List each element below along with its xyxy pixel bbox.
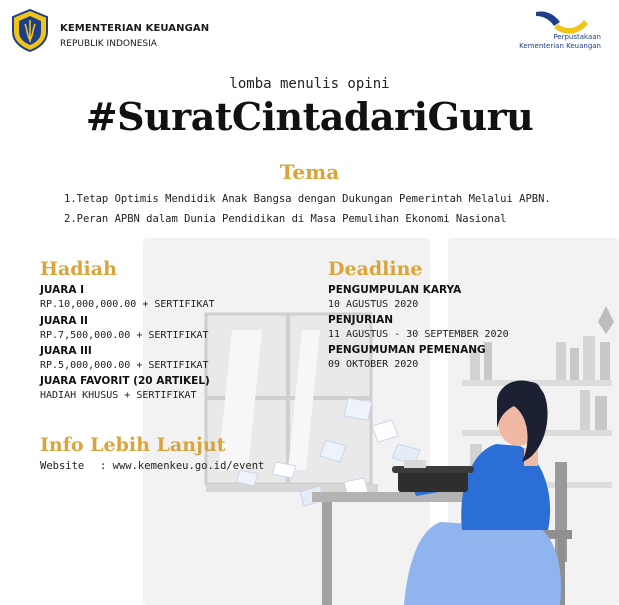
library-line-2: Kementerian Keuangan <box>519 42 601 50</box>
library-name <box>519 33 601 51</box>
website-label: Website <box>40 460 85 472</box>
deadline-title: PENJURIAN <box>328 314 393 326</box>
tema-heading: Tema <box>279 160 340 184</box>
library-line-1: Perpustakaan <box>553 33 601 41</box>
prize-detail: RP.10,000,000.00 + SERTIFIKAT <box>40 299 215 310</box>
prize-title: JUARA III <box>40 345 92 357</box>
perpustakaan-swoosh-icon <box>532 8 590 36</box>
deadline-date: 10 AGUSTUS 2020 <box>328 299 419 310</box>
illustration <box>0 230 619 605</box>
deadline-heading: Deadline <box>328 258 423 280</box>
deadline-title: PENGUMPULAN KARYA <box>328 284 462 296</box>
typewriter-illustration <box>392 460 474 492</box>
prize-detail: RP.5,000,000.00 + SERTIFIKAT <box>40 360 209 371</box>
tema-list <box>64 189 551 229</box>
deadline-date: 09 OKTOBER 2020 <box>328 359 419 370</box>
ministry-name: KEMENTERIAN KEUANGAN <box>60 23 210 34</box>
deadline-date: 11 AGUSTUS - 30 SEPTEMBER 2020 <box>328 329 509 340</box>
deadline-title: PENGUMUMAN PEMENANG <box>328 344 486 356</box>
event-hashtag-title: #SuratCintadariGuru <box>85 94 534 139</box>
kemenkeu-emblem-icon <box>8 8 52 52</box>
prize-title: JUARA II <box>40 315 88 327</box>
tema-item: 2.Peran APBN dalam Dunia Pendidikan di Masa Pemulihan Ekonomi Nasional <box>64 213 507 225</box>
prize-title: JUARA I <box>40 284 85 296</box>
prize-title: JUARA FAVORIT (20 ARTIKEL) <box>40 375 210 387</box>
prize-detail: RP.7,500,000.00 + SERTIFIKAT <box>40 330 209 341</box>
tema-item: 1.Tetap Optimis Mendidik Anak Bangsa dengan Dukungan Pemerintah Melalui APBN. <box>64 193 551 205</box>
woman-illustration <box>404 380 561 605</box>
hadiah-heading: Hadiah <box>40 258 117 280</box>
ministry-subtitle: REPUBLIK INDONESIA <box>60 39 157 49</box>
prize-detail: HADIAH KHUSUS + SERTIFIKAT <box>40 390 197 401</box>
info-heading: Info Lebih Lanjut <box>40 434 226 456</box>
website-link[interactable]: : www.kemenkeu.go.id/event <box>100 460 265 472</box>
event-subtitle: lomba menulis opini <box>229 76 390 92</box>
